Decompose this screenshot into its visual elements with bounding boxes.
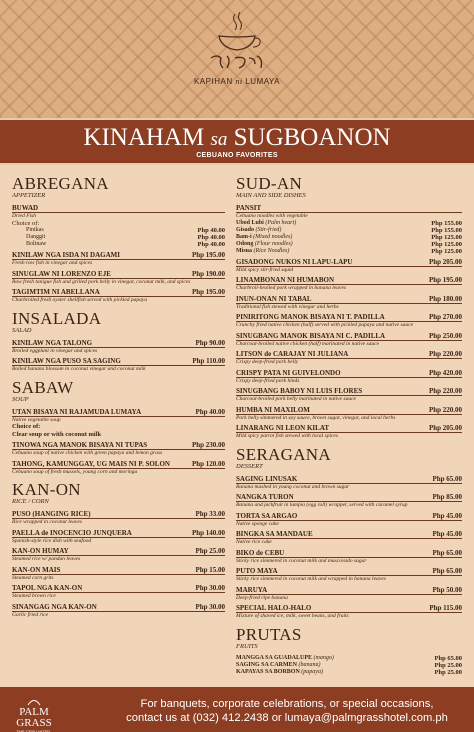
menu-option: Gisado (Stir-fried) Php 155.00 (236, 226, 462, 234)
section-subtitle: RICE / CORN (12, 498, 49, 505)
section-insalada (12, 310, 225, 373)
menu-item: TAGIMTIM NI ABELLANA Php 195.00 Charbroiled fresh oyster shellfish served with pickled papaya (12, 288, 225, 303)
menu-item: NANGKA TURON Php 85.00 Banana and jackfruit in lumpia (egg roll) wrapper, served with caramel syrup (236, 493, 462, 508)
menu-item: PAELLA de INOCENCIO JUNQUERA Php 140.00 Spanish-style rice dish with seafood (12, 528, 225, 544)
section-subtitle: MAIN AND SIDE DISHES (236, 192, 306, 199)
menu-option: Odong (Flour noodles) Php 125.00 (236, 240, 462, 248)
menu-option: Danggit Php 40.00 (26, 234, 225, 241)
menu-option: Bolinaw Php 40.00 (26, 241, 225, 248)
footer (0, 687, 474, 732)
menu-item-pansit: PANSIT Cebuano noodles with vegetable Ubod Lubi (Palm heart) Php 155.00 Gisado (Stir-fried) Php 155.00 Bam-i (Mixed noodles) Php 125.00 Odong (Flour noodles) Php 125.00 Misua (Rice Noodles) Php 125.00 (236, 204, 462, 255)
menu-title: KINAHAM sa SUGBOANON (83, 124, 391, 151)
menu-item: TORTA SA ARGAO Php 45.00 Native sponge cake (236, 511, 462, 527)
section-subtitle: DESSERT (236, 462, 263, 470)
palm-leaf-icon (27, 698, 41, 706)
section-title: INSALADA (12, 308, 102, 328)
menu-item: HUMBA NI MAXILOM Php 220.00 Pork belly simmered in soy sauce, brown sugar, vinegar, and local herbs (236, 405, 462, 421)
menu-item: KINILAW NGA TALONG Php 90.00 Broiled eggplant in vinegar and spices (12, 338, 225, 354)
section-subtitle: SOUP (12, 395, 29, 403)
menu-item: KAN-ON HUMAY Php 25.00 Steamed rice w/ pandan leaves (12, 547, 225, 562)
menu-option: Pinikas Php 40.00 (26, 227, 225, 234)
section-title: SUD-AN (236, 174, 303, 193)
section-title: SABAW (12, 377, 74, 397)
menu-item: GISADONG NUKOS NI LAPU-LAPU Php 205.00 Mild spicy stir-fried squid (236, 257, 462, 273)
menu-item: CRISPY PATA NI GUIVELONDO Php 420.00 Crispy deep-fried pork hinds (236, 368, 462, 384)
section-abregana (12, 175, 225, 304)
menu-item: SAGING LINUSAK Php 65.00 Banana mashed in young coconut and brown sugar (236, 474, 462, 490)
coffee-cup-icon (205, 10, 269, 76)
menu-option: Misua (Rice Noodles) Php 125.00 (236, 247, 462, 255)
section-title: SERAGANA (236, 444, 331, 464)
section-title: ABREGANA (12, 174, 109, 193)
menu-item-utan: UTAN BISAYA NI RAJAMUDA LUMAYA Php 40.00 Native vegetable soup Choice of: Clear soup or with coconut milk (12, 407, 225, 438)
dish-description: Dried Fish (12, 213, 36, 219)
contact-info (106, 697, 468, 725)
menu-item: TAPOL NGA KAN-ON Php 30.00 Steamed brown rice (12, 584, 225, 599)
menu-item: PINIRITONG MANOK BISAYA NI T. PADILLA Php 270.00 Crunchy fried native chicken (half) served with pickled papaya and native sauce (236, 313, 462, 328)
menu-item: SINUGLAW NI LORENZO EJE Php 190.00 Raw fresh tanigue fish and grilled pork belly in vinegar, coconut milk, and spices (12, 269, 225, 285)
menu-item: SINUGBANG BABOY NI LUIS FLORES Php 220.00 Charcoal-broiled pork belly marinated in native sauce (236, 387, 462, 402)
section-subtitle: SALAD (12, 326, 32, 334)
title-banner (0, 120, 474, 163)
contact-line-2: contact us at (032) 412.2438 or lumaya@palmgrasshotel.com.ph (126, 712, 448, 724)
menu-item: TAHONG, KAMUNGGAY, UG MAIS NI P. SOLON Php 120.00 Cebuano soup of fresh mussels, young corn and moringa (12, 459, 225, 475)
dish-name: BUWAD (12, 204, 39, 212)
menu-item: BIKO de CEBU Php 65.00 Sticky rice simmered in coconut milk and muscovado sugar (236, 548, 462, 564)
section-prutas (236, 626, 462, 676)
menu-item: TINOWA NGA MANOK BISAYA NI TUPAS Php 230.00 Cebuano soup of native chicken with green papaya and lemon grass (12, 441, 225, 456)
menu-item: SINUGBANG MANOK BISAYA NI C. PADILLA Php 250.00 Charcoal-broiled native chicken (half) marinated in native sauce (236, 331, 462, 347)
menu-option: Clear soup or with coconut milk (12, 430, 102, 438)
left-column (12, 175, 225, 621)
menu-item: LINAMBONAN NI HUMABON Php 195.00 Charbroil-broiled pork wrapped in banana leaves (236, 276, 462, 291)
menu-item: KAN-ON MAIS Php 15.00 Steamed corn grits (12, 565, 225, 581)
menu-subtitle: CEBUANO FAVORITES (196, 152, 278, 159)
section-seragana (236, 446, 462, 620)
section-kanon (12, 481, 225, 618)
menu-item: KINILAW NGA ISDA NI DAGAMI Php 195.00 Fresh raw fish in vinegar and spices (12, 251, 225, 266)
restaurant-logo (0, 10, 474, 86)
section-title: PRUTAS (236, 624, 302, 644)
menu-item: KINILAW NGA PUSO SA SAGING Php 110.00 Boiled banana blossom in coconut vinegar and coconut milk (12, 357, 225, 372)
choice-label: Choice of: (12, 219, 40, 227)
menu-item: MARUYA Php 50.00 Deep-fried ripe banana (236, 585, 462, 601)
palm-grass-logo: PALM GRASS THE CEBU HOTEL (10, 698, 58, 732)
menu-item: BINGKA SA MANDAUE Php 45.00 Native rice cake (236, 530, 462, 545)
section-sudan (236, 175, 462, 440)
menu-option: Ubod Lubi (Palm heart) Php 155.00 (236, 219, 462, 227)
menu-item: MANGGA SA GUADALUPE (mango) Php 65.00 (236, 654, 462, 662)
section-subtitle: APPETIZER (12, 192, 46, 199)
menu-option: Bam-i (Mixed noodles) Php 125.00 (236, 233, 462, 241)
restaurant-name: KAPIHAN ni LUMAYA (193, 77, 281, 86)
section-subtitle: FRUITS (236, 642, 258, 650)
menu-item: LINARANG NI LEON KILAT Php 205.00 Mild spicy parrot fish stewed with local spices (236, 424, 462, 439)
menu-item: SAGING SA CARMEN (banana) Php 25.00 (236, 661, 462, 669)
choice-label: Choice of: (12, 423, 41, 430)
section-title: KAN-ON (12, 480, 81, 499)
menu-item: INUN-ONAN NI TABAL Php 180.00 Traditional fish stewed with vinegar and herbs (236, 294, 462, 310)
menu-item: SINANGAG NGA KAN-ON Php 30.00 Garlic fried rice (12, 602, 225, 618)
menu-item: KAPAYAS SA BORBON (papaya) Php 25.00 (236, 668, 462, 676)
menu-item: LITSON de CARAJAY NI JULIANA Php 220.00 Crispy deep-fried pork belly (236, 350, 462, 365)
menu-item-buwad (12, 204, 225, 248)
right-column (236, 175, 462, 676)
section-sabaw (12, 379, 225, 476)
menu-item: PUSO (HANGING RICE) Php 33.00 Rice wrapped in coconut leaves (12, 510, 225, 525)
menu-item: PUTO MAYA Php 65.00 Sticky rice simmered in coconut milk and wrapped in banana leaves (236, 567, 462, 582)
contact-line-1: For banquets, corporate celebrations, or special occasions, (140, 698, 434, 710)
menu-item: SPECIAL HALO-HALO Php 115.00 Mixture of shaved ice, milk, sweet beans, and fruits (236, 604, 462, 619)
